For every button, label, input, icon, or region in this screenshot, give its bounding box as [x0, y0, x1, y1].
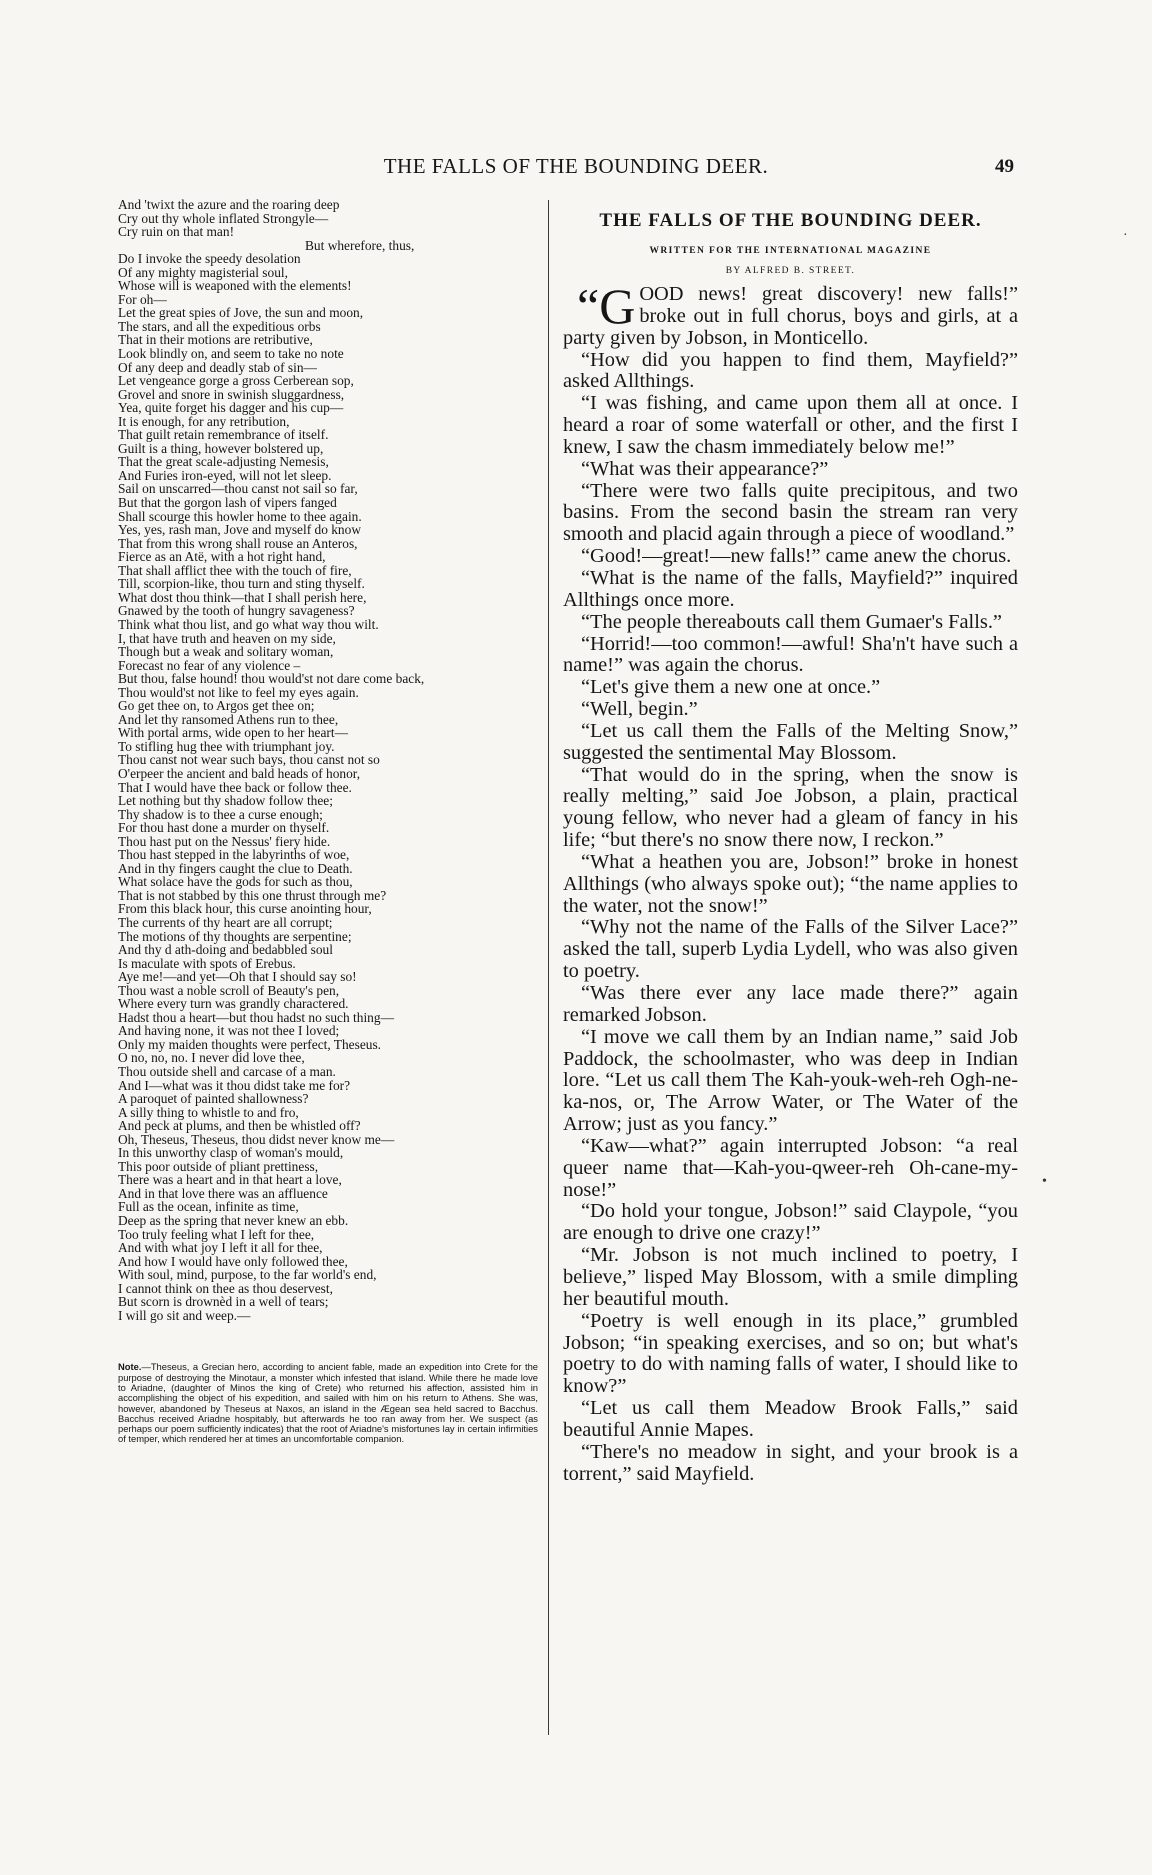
- poem-line: Fierce as an Atë, with a hot right hand,: [118, 549, 326, 565]
- story-column: [563, 210, 1018, 1485]
- poem-line: Go get thee on, to Argos get thee on;: [118, 698, 315, 714]
- story-paragraph: “What a heathen you are, Jobson!” broke in honest Allthings (who always spoke out); “the name applies to the water, not the snow!”: [563, 850, 1018, 917]
- page-number: 49: [995, 156, 1014, 177]
- poem-line: Though but a weak and solitary woman,: [118, 644, 334, 660]
- footnote-text: —Theseus, a Grecian hero, according to ancient fable, made an expedition into Crete for the purpose of destroying the Minotaur, a monster which infested that island. While there he made love to Ariadne, (daughter of Minos the king of Crete) who returned his affection, assisted him in accomplishing the object of his expedition, and sailed with him on his return to Athens. She was, however, abandoned by Theseus at Naxos, an island in the Ægean sea held sacred to Bacchus. Bacchus received Ariadne hospitably, but afterwards he too ran away from her. We suspect (as perhaps our poem sufficiently indicates) that the root of Ariadne's misfortunes lay in certain infirmities of temper, which rendered her at times an uncomfortable companion.: [118, 1361, 538, 1445]
- poem-line: Shall scourge this howler home to thee again.: [118, 508, 362, 524]
- story-opening-paragraph: [563, 278, 1018, 350]
- column-divider: [548, 200, 549, 1735]
- poem-line: That from this wrong shall rouse an Anteros,: [118, 535, 358, 551]
- poem-line: That shall afflict thee with the touch of fire,: [118, 562, 352, 578]
- poem-line: The stars, and all the expeditious orbs: [118, 318, 321, 334]
- poem-line: That in their motions are retributive,: [118, 332, 313, 348]
- poem-line: Full as the ocean, infinite as time,: [118, 1199, 299, 1215]
- story-paragraph: “I was fishing, and came upon them all at once. I heard a roar of some waterfall or other, and the first I knew, I saw the chasm immediately below me!”: [563, 392, 1018, 458]
- poem-line: That the great scale-adjusting Nemesis,: [118, 454, 329, 470]
- poem-line: And let thy ransomed Athens run to thee,: [118, 711, 339, 727]
- story-paragraph: “Mr. Jobson is not much inclined to poetry, I believe,” lisped May Blossom, with a smile dimpling her beautiful mouth.: [563, 1244, 1018, 1310]
- poem-line: This poor outside of pliant prettiness,: [118, 1158, 319, 1174]
- drop-cap-letter: G: [599, 278, 636, 334]
- story-paragraph: “What is the name of the falls, Mayfield?” inquired Allthings once more.: [563, 566, 1018, 611]
- poem-line: I, that have truth and heaven on my side,: [118, 630, 336, 646]
- poem-line: Yea, quite forget his dagger and his cup—: [118, 400, 344, 416]
- poem-line: And I—what was it thou didst take me for?: [118, 1077, 351, 1093]
- poem-line: A silly thing to whistle to and fro,: [118, 1104, 299, 1120]
- poem-line: Where every turn was grandly charactered.: [118, 996, 349, 1012]
- poem-line: Till, scorpion-like, thou turn and sting thyself.: [118, 576, 365, 592]
- story-paragraph: “What was their appearance?”: [581, 457, 829, 480]
- story-paragraph: “Let us call them the Falls of the Melting Snow,” suggested the sentimental May Blossom.: [563, 719, 1018, 764]
- poem-line: Of any mighty magisterial soul,: [118, 264, 288, 280]
- poem-line: Cry ruin on that man!: [118, 224, 235, 240]
- poem-line: O'erpeer the ancient and bald heads of honor,: [118, 765, 361, 781]
- poem-line: And how I would have only followed thee,: [118, 1253, 348, 1269]
- poem-line: Let vengeance gorge a gross Cerberean sop,: [118, 373, 354, 389]
- poem-lines: [118, 198, 548, 1322]
- poem-line: A paroquet of painted shallowness?: [118, 1091, 309, 1107]
- poem-line: Guilt is a thing, however bolstered up,: [118, 440, 324, 456]
- poem-line: The currents of thy heart are all corrupt;: [118, 914, 333, 930]
- story-paragraph: “Poetry is well enough in its place,” grumbled Jobson; “in speaking exercises, and so on; but what's poetry to do with naming falls of water, I should like to know?”: [563, 1309, 1018, 1398]
- story-paragraph: “Good!—great!—new falls!” came anew the chorus.: [581, 545, 1012, 568]
- margin-speck: ·: [1123, 228, 1128, 243]
- poem-line: For thou hast done a murder on thyself.: [118, 820, 330, 836]
- poem-line: For oh—: [118, 291, 167, 307]
- poem-line: And peck at plums, and then be whistled off?: [118, 1118, 361, 1134]
- poem-line: And in that love there was an affluence: [118, 1185, 328, 1201]
- story-paragraph: “Why not the name of the Falls of the Silver Lace?” asked the tall, superb Lydia Lydell, who was also given to poetry.: [563, 916, 1018, 983]
- footnote: [118, 1362, 538, 1444]
- poem-line: Forecast no fear of any violence –: [118, 657, 301, 673]
- poem-line: Let nothing but thy shadow follow thee;: [118, 793, 333, 809]
- story-subtitle: WRITTEN FOR THE INTERNATIONAL MAGAZINE: [649, 246, 932, 256]
- poem-line: And with what joy I left it all for thee,: [118, 1240, 323, 1256]
- poem-line: Hadst thou a heart—but thou hadst no such thing—: [118, 1009, 394, 1025]
- poem-line: Yes, yes, rash man, Jove and myself do know: [118, 522, 361, 538]
- poem-line: I cannot think on thee as thou deservest,: [118, 1280, 333, 1296]
- poem-line: Thou wast a noble scroll of Beauty's pen,: [118, 982, 340, 998]
- story-paragraph: “The people thereabouts call them Gumaer's Falls.”: [581, 610, 1002, 633]
- poem-line: That is not stabbed by this one thrust through me?: [118, 887, 387, 903]
- story-byline: BY ALFRED B. STREET.: [725, 266, 856, 276]
- story-paragraphs: [563, 350, 1018, 1486]
- poem-line: And in thy fingers caught the clue to Death.: [118, 860, 353, 876]
- poem-line: Think what thou list, and go what way thou wilt.: [118, 616, 379, 632]
- poem-line: Thou would'st not like to feel my eyes again.: [118, 684, 359, 700]
- story-paragraph: “Let's give them a new one at once.”: [581, 676, 881, 699]
- story-paragraph: “Let us call them Meadow Brook Falls,” said beautiful Annie Mapes.: [563, 1397, 1018, 1441]
- poem-line: To stifling hug thee with triumphant joy.: [118, 738, 335, 754]
- story-paragraph: “There's no meadow in sight, and your brook is a torrent,” said Mayfield.: [563, 1440, 1018, 1485]
- poem-line: It is enough, for any retribution,: [118, 413, 290, 429]
- poem-line: That I would have thee back or follow thee.: [118, 779, 352, 795]
- poem-line: Thou hast stepped in the labyrinths of woe,: [118, 847, 350, 863]
- poem-line: Deep as the spring that never knew an ebb.: [118, 1213, 349, 1229]
- poem-column: [118, 198, 548, 1445]
- running-title: THE FALLS OF THE BOUNDING DEER.: [383, 154, 769, 178]
- poem-line: With portal arms, wide open to her heart—: [118, 725, 349, 741]
- poem-line: Thou canst not wear such bays, thou canst not so: [118, 752, 380, 768]
- poem-line: Aye me!—and yet—Oh that I should say so!: [118, 969, 357, 985]
- poem-line: O no, no, no. I never did love thee,: [118, 1050, 305, 1066]
- drop-cap-quote: “: [577, 278, 600, 334]
- poem-line: Too truly feeling what I left for thee,: [118, 1226, 315, 1242]
- poem-line: With soul, mind, purpose, to the far world's end,: [118, 1267, 377, 1283]
- poem-line: But scorn is drownèd in a well of tears;: [118, 1294, 329, 1310]
- poem-line: Is maculate with spots of Erebus.: [118, 955, 296, 971]
- margin-bullet: •: [1042, 1174, 1047, 1189]
- story-paragraph: “That would do in the spring, when the snow is really melting,” said Joe Jobson, a plain, practical young fellow, who never had a gleam of fancy in his life; “but there's no snow there now, I reckon.”: [563, 763, 1018, 852]
- poem-line: Let the great spies of Jove, the sun and moon,: [118, 305, 364, 321]
- poem-line: Of any deep and deadly stab of sin—: [118, 359, 317, 375]
- poem-line: The motions of thy thoughts are serpentine;: [118, 928, 352, 944]
- poem-line: What solace have the gods for such as thou,: [118, 874, 353, 890]
- poem-line: Thy shadow is to thee a curse enough;: [118, 806, 323, 822]
- poem-line: And 'twixt the azure and the roaring deep: [118, 197, 340, 212]
- poem-line: Oh, Theseus, Theseus, thou didst never know me—: [118, 1131, 395, 1147]
- poem-line: And thy d ath-doing and bedabbled soul: [118, 942, 333, 958]
- poem-line: Only my maiden thoughts were perfect, Theseus.: [118, 1036, 382, 1052]
- poem-line: Whose will is weaponed with the elements!: [118, 278, 352, 294]
- story-paragraph: “I move we call them by an Indian name,” said Job Paddock, the schoolmaster, who was deep in Indian lore. “Let us call them The Kah-youk-weh-reh Ogh-ne-ka-nos, or, The Arrow Water, or The Water of the Arrow; just as you fancy.”: [563, 1025, 1018, 1136]
- story-paragraph: “Kaw—what?” again interrupted Jobson: “a real queer name that—Kah-you-qweer-reh Oh-cane-my-nose!”: [563, 1134, 1018, 1201]
- poem-line: Thou outside shell and carcase of a man.: [118, 1064, 336, 1079]
- poem-line: Grovel and snore in swinish sluggardness,: [118, 386, 345, 402]
- poem-line: Cry out thy whole inflated Strongyle—: [118, 210, 329, 226]
- poem-line: But that the gorgon lash of vipers fanged: [118, 495, 337, 511]
- poem-line: And Furies iron-eyed, will not let sleep.: [118, 467, 332, 483]
- poem-line: I will go sit and weep.—: [118, 1307, 251, 1323]
- footnote-label: Note.: [118, 1361, 142, 1373]
- poem-line: Look blindly on, and seem to take no note: [118, 346, 344, 362]
- poem-line: Sail on unscarred—thou canst not sail so far,: [118, 481, 358, 497]
- poem-line: From this black hour, this curse anointing hour,: [118, 901, 372, 917]
- poem-line: But wherefore, thus,: [305, 237, 415, 253]
- story-title: THE FALLS OF THE BOUNDING DEER.: [599, 210, 982, 231]
- story-paragraph: “Well, begin.”: [581, 698, 698, 721]
- story-paragraph: “How did you happen to find them, Mayfield?” asked Allthings.: [563, 348, 1018, 393]
- poem-line: And having none, it was not thee I loved;: [118, 1023, 340, 1039]
- poem-line: There was a heart and in that heart a love,: [118, 1172, 342, 1188]
- poem-line: What dost thou think—that I shall perish here,: [118, 589, 367, 605]
- opening-paragraph-text: OOD news! great discovery! new falls!” broke out in full chorus, boys and girls, at a party given by Jobson, in Monticello.: [563, 283, 1018, 349]
- poem-line: Do I invoke the speedy desolation: [118, 251, 301, 267]
- poem-line: But thou, false hound! thou would'st not dare come back,: [118, 671, 425, 687]
- poem-line: Gnawed by the tooth of hungry savageness?: [118, 603, 355, 619]
- poem-line: That guilt retain remembrance of itself.: [118, 427, 329, 443]
- story-paragraph: “Do hold your tongue, Jobson!” said Claypole, “you are enough to drive one crazy!”: [563, 1200, 1018, 1245]
- story-paragraph: “There were two falls quite precipitous, and two basins. From the second basin the stream ran very smooth and placid again through a piece of woodland.”: [563, 479, 1018, 546]
- story-paragraph: “Horrid!—too common!—awful! Sha'n't have such a name!” was again the chorus.: [563, 632, 1018, 677]
- story-paragraph: “Was there ever any lace made there?” again remarked Jobson.: [563, 982, 1018, 1026]
- poem-line: Thou hast put on the Nessus' fiery hide.: [118, 833, 331, 849]
- drop-cap: [577, 278, 636, 334]
- poem-line: In this unworthy clasp of woman's mould,: [118, 1145, 344, 1161]
